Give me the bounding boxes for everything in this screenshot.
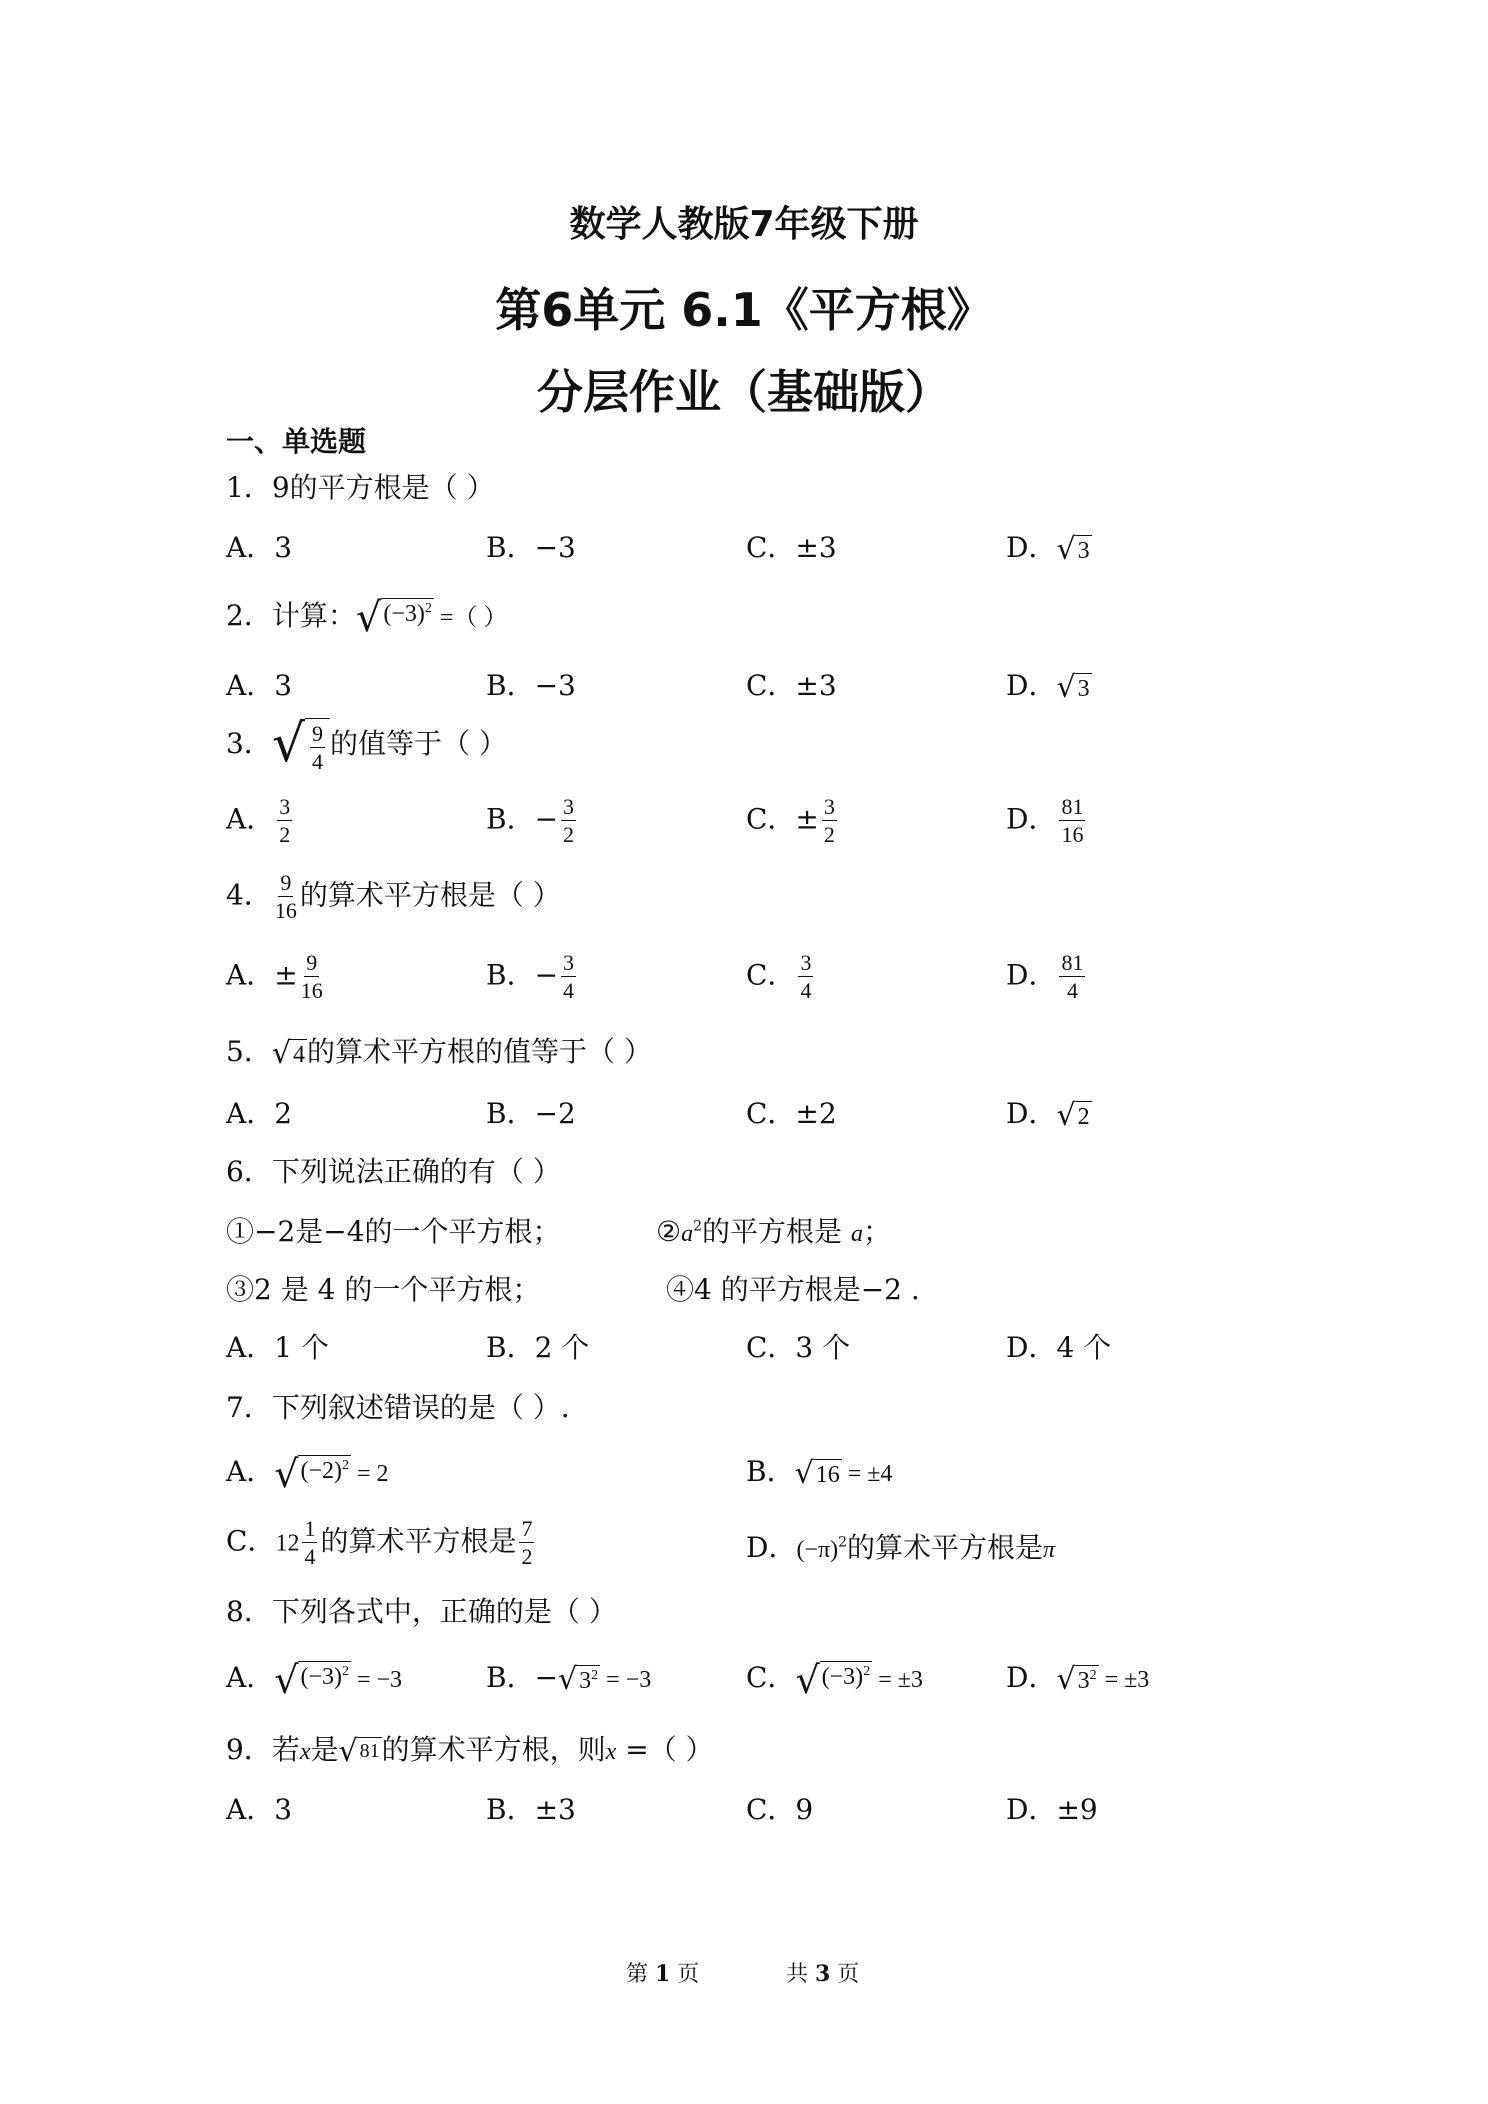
question-6: 6．下列说法正确的有（ ） [226,1155,561,1188]
q7-option-d: D．$(-\pi)^2$的算术平方根是π [746,1531,1056,1564]
q6-statement-1: ①−2是−4的一个平方根； [226,1215,561,1248]
question-1: 1．9的平方根是（ ） [226,471,495,504]
q1-option-a: A．3 [226,531,293,564]
doc-title-line1: 数学人教版7年级下册 [569,204,919,245]
page-total: 共 3 页 [786,1961,860,1987]
q3-option-b: B．− $\frac{3}{2}$ [486,794,575,847]
q6-statement-4: ④4 的平方根是−2 . [666,1273,920,1306]
q3-option-d: D． $\frac{81}{16}$ [1006,794,1084,847]
q5-option-a: A．2 [226,1097,293,1130]
q7-option-b: B． √ 16 = ±4 [746,1455,893,1491]
q5-option-b: B．−2 [486,1097,576,1130]
page-number: 第 1 页 [626,1961,700,1987]
question-2: 2．计算： √ $(-3)^2$ =（ ） [226,594,508,641]
question-7: 7．下列叙述错误的是（ ）. [226,1391,570,1424]
q4-option-d: D． $\frac{81}{4}$ [1006,950,1084,1003]
question-5: 5． √ 4 的算术平方根的值等于（ ） [226,1035,652,1071]
q2-option-a: A．3 [226,669,293,702]
q6-statement-2: $②a^2$的平方根是 a； [656,1215,891,1248]
q9-option-a: A．3 [226,1793,293,1826]
q1-option-b: B．−3 [486,531,576,564]
question-3: 3． √ $\frac{9}{4}$ 的值等于（ ） [226,714,507,774]
doc-title-line2: 第6单元 6.1《平方根》 [495,283,993,337]
question-4: 4． $\frac{9}{16}$ 的算术平方根是（ ） [226,870,561,923]
q4-option-b: B．− $\frac{3}{4}$ [486,950,575,1003]
q2-option-b: B．−3 [486,669,576,702]
doc-title-line3: 分层作业（基础版） [537,365,951,419]
q3-option-c: C．± $\frac{3}{2}$ [746,794,835,847]
q7-option-c: C．12 $\frac{1}{4}$ 的算术平方根是 $\frac{7}{2}$ [226,1516,533,1569]
question-8: 8．下列各式中，正确的是（ ） [226,1595,617,1628]
q6-option-d: D．4 个 [1006,1331,1112,1364]
q1-option-d: D． √ 3 [1006,531,1090,567]
q6-option-b: B．2 个 [486,1331,590,1364]
q9-option-c: C．9 [746,1793,814,1826]
q7-option-a: A． √ $(-2)^2$ = 2 [226,1451,389,1496]
q8-option-b: B．− √ $3^2$ = −3 [486,1661,652,1697]
q5-option-c: C．±2 [746,1097,837,1130]
q8-option-d: D． √ $3^2$ = ±3 [1006,1661,1150,1697]
q3-option-a: A． $\frac{3}{2}$ [226,794,291,847]
q2-option-d: D． √ 3 [1006,669,1090,705]
q9-option-d: D．±9 [1006,1793,1098,1826]
section-heading: 一、单选题 [226,425,367,458]
q4-option-c: C． $\frac{3}{4}$ [746,950,812,1003]
question-9: 9．若x是 √ 81 的算术平方根，则x =（ ） [226,1733,714,1769]
q1-option-c: C．±3 [746,531,837,564]
q9-option-b: B．±3 [486,1793,576,1826]
q8-option-a: A． √ $(-3)^2$ = −3 [226,1657,403,1702]
q6-option-c: C．3 个 [746,1331,851,1364]
q6-option-a: A．1 个 [226,1331,329,1364]
q4-option-a: A．± $\frac{9}{16}$ [226,950,323,1003]
q8-option-c: C． √ $(-3)^2$ = ±3 [746,1657,923,1702]
q6-statement-3: ③2 是 4 的一个平方根； [226,1273,541,1306]
q2-option-c: C．±3 [746,669,837,702]
q5-option-d: D． √ 2 [1006,1097,1090,1133]
